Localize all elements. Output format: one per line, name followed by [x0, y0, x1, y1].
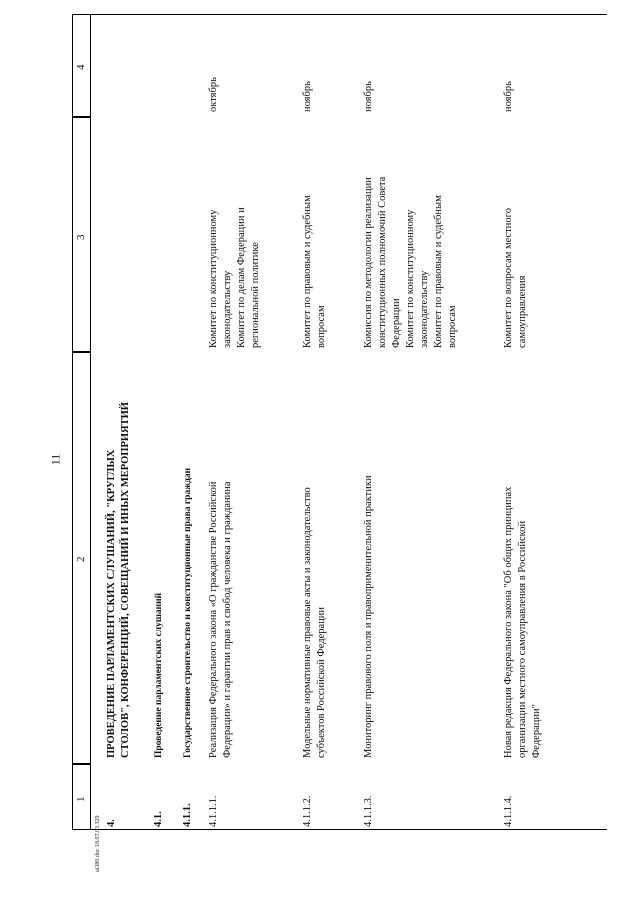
- row-title-line: Федерации": [531, 704, 542, 758]
- table-top-border: [72, 15, 73, 830]
- responsible-line: Комитет по делам Федерации и: [236, 207, 247, 348]
- subsection-number: 4.1.1.: [182, 803, 193, 827]
- section-title: ПРОВЕДЕНИЕ ПАРЛАМЕНТСКИХ СЛУШАНИЙ, "КРУГЛЫХ СТОЛОВ", КОНФЕРЕНЦИЙ, СОВЕЩАНИЙ И ИНЫХ МЕРОПРИЯТИЙ: [106, 402, 131, 758]
- row-number: 4.1.1.4.: [503, 795, 514, 827]
- subsection-title: Государственное строительство и конституционные права граждан: [183, 467, 193, 758]
- header-col-1: 1: [75, 796, 87, 802]
- row-month: ноябрь: [302, 81, 313, 112]
- row-number: 4.1.1.3.: [363, 795, 374, 827]
- row-title-line: Федерации» и гарантии прав и свобод человека и гражданина: [222, 481, 233, 758]
- subsection-title: Проведение парламентских слушаний: [154, 592, 164, 758]
- responsible-line: Комитет по конституционному: [208, 209, 219, 348]
- row-number: 4.1.1.1.: [208, 795, 219, 827]
- responsible-line: Комитет по вопросам местного: [503, 208, 514, 348]
- header-col-3: 3: [75, 234, 87, 240]
- responsible-line: Комитет по правовым и судебным: [302, 195, 313, 348]
- table-right-border: [72, 14, 607, 15]
- row-title-line: организации местного самоуправления в Российской: [517, 520, 528, 758]
- responsible-line: вопросам: [316, 305, 327, 348]
- responsible-line: вопросам: [447, 305, 458, 348]
- responsible-line: Федерации: [391, 298, 402, 348]
- page-number: 11: [48, 453, 63, 466]
- row-month: ноябрь: [503, 81, 514, 112]
- row-title-line: Модельные нормативные правовые акты и законодательство: [302, 487, 313, 758]
- row-month: октябрь: [208, 77, 219, 112]
- section-number: 4.: [106, 819, 117, 827]
- col-divider-1: [72, 763, 90, 765]
- responsible-line: самоуправления: [517, 275, 528, 348]
- header-col-4: 4: [75, 64, 87, 70]
- responsible-line: Комитет по конституционному: [405, 209, 416, 348]
- subsection-number: 4.1.: [153, 811, 164, 827]
- table-header-border: [90, 15, 91, 830]
- responsible-line: законодательству: [419, 270, 430, 348]
- row-title-line: субъектов Российской Федерации: [316, 606, 327, 758]
- col-divider-3: [72, 116, 90, 118]
- col-divider-2: [72, 351, 90, 353]
- row-number: 4.1.1.2.: [302, 795, 313, 827]
- responsible-line: конституционных полномочий Совета: [377, 176, 388, 348]
- responsible-line: Комиссия по методологии реализации: [363, 177, 374, 348]
- footer-code: ai380.doc 18.07.03 329: [95, 815, 101, 872]
- row-title-line: Реализация Федерального закона «О гражданстве Российской: [208, 481, 219, 758]
- responsible-line: законодательству: [222, 270, 233, 348]
- table-left-border: [72, 829, 607, 830]
- responsible-line: региональной политике: [250, 242, 261, 348]
- row-month: ноябрь: [363, 81, 374, 112]
- header-col-2: 2: [75, 556, 87, 562]
- responsible-line: Комитет по правовым и судебным: [433, 195, 444, 348]
- row-title-line: Новая редакция Федерального закона "Об общих принципах: [503, 486, 514, 758]
- row-title-line: Мониторинг правового поля и правоприменительной практики: [363, 475, 374, 758]
